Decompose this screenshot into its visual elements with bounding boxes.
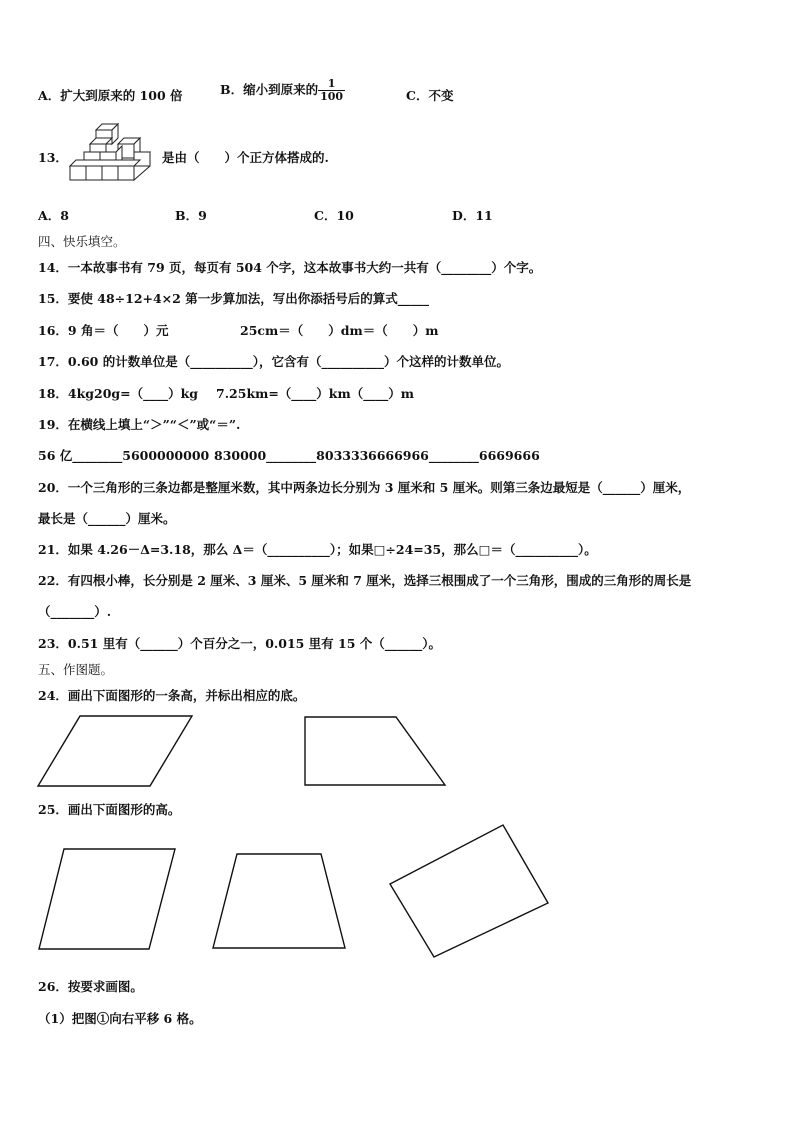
q19-item-3: 6666966________6669666: [368, 448, 540, 463]
question-18-part-b: 7.25km=（____）km（____）m: [216, 386, 414, 401]
q25-parallelogram: [36, 846, 178, 952]
question-20-line-2: 最长是（______）厘米。: [38, 511, 176, 526]
question-16-part-b: 25cm＝（ ）dm＝（ ）m: [240, 323, 439, 338]
fraction-denominator: 100: [320, 90, 344, 103]
q12-option-c: C．不变: [406, 88, 454, 103]
question-18-part-a: 18．4kg20g=（____）kg: [38, 386, 199, 401]
question-26: 26．按要求画图。: [38, 979, 143, 994]
question-26-part-1: （1）把图①向右平移 6 格。: [38, 1011, 202, 1026]
question-14: 14．一本故事书有 79 页，每页有 504 个字，这本故事书大约一共有（________）个字。: [38, 260, 542, 275]
q19-item-2: 830000________803333: [214, 448, 369, 463]
question-20-line-1: 20．一个三角形的三条边都是整厘米数，其中两条边长分别为 3 厘米和 5 厘米。则第三条边最短是（______）厘米，: [38, 480, 691, 495]
question-21: 21．如果 4.26－Δ=3.18，那么 Δ＝（__________）；如果□÷24=35，那么□＝（__________）。: [38, 542, 597, 557]
cube-stack-figure: [64, 120, 160, 192]
q13-option-d: D．11: [452, 208, 493, 223]
q12-option-b-text: B．缩小到原来的: [220, 82, 319, 97]
question-19: 19．在横线上填上“＞”“＜”或“＝”.: [38, 417, 241, 432]
q13-option-b: B．9: [175, 208, 207, 223]
question-15: 15．要使 48÷12+4×2 第一步算加法，写出你添括号后的算式_____: [38, 291, 429, 306]
q13-option-a: A．8: [38, 208, 69, 223]
q19-item-1: 56 亿________5600000000: [38, 448, 210, 463]
q13-option-c: C．10: [314, 208, 354, 223]
q13-number: 13．: [38, 150, 68, 165]
q24-trapezoid: [302, 714, 450, 788]
fraction-numerator: 1: [318, 78, 345, 91]
q12-option-b: [220, 78, 345, 103]
section-heading-5: 五、作图题。: [38, 662, 114, 677]
q25-rotated-rectangle: [386, 822, 552, 960]
question-24: 24．画出下面图形的一条高，并标出相应的底。: [38, 688, 306, 703]
question-23: 23．0.51 里有（______）个百分之一，0.015 里有 15 个（______）。: [38, 636, 442, 651]
question-25: 25．画出下面图形的高。: [38, 802, 181, 817]
q13-question: 是由（ ）个正方体搭成的.: [162, 150, 329, 165]
question-22-line-1: 22．有四根小棒，长分别是 2 厘米、3 厘米、5 厘米和 7 厘米，选择三根围成了一个三角形，围成的三角形的周长是: [38, 573, 692, 588]
section-heading-4: 四、快乐填空。: [38, 234, 126, 249]
q25-trapezoid: [210, 851, 350, 951]
q24-parallelogram: [36, 714, 196, 788]
question-22-line-2: （_______）.: [38, 604, 112, 619]
q12-option-a: A．扩大到原来的 100 倍: [38, 88, 183, 103]
question-16-part-a: 16．9 角＝（ ）元: [38, 323, 169, 338]
fraction-1-100: [318, 78, 345, 103]
question-17: 17．0.60 的计数单位是（__________），它含有（__________）个这样的计数单位。: [38, 354, 509, 369]
